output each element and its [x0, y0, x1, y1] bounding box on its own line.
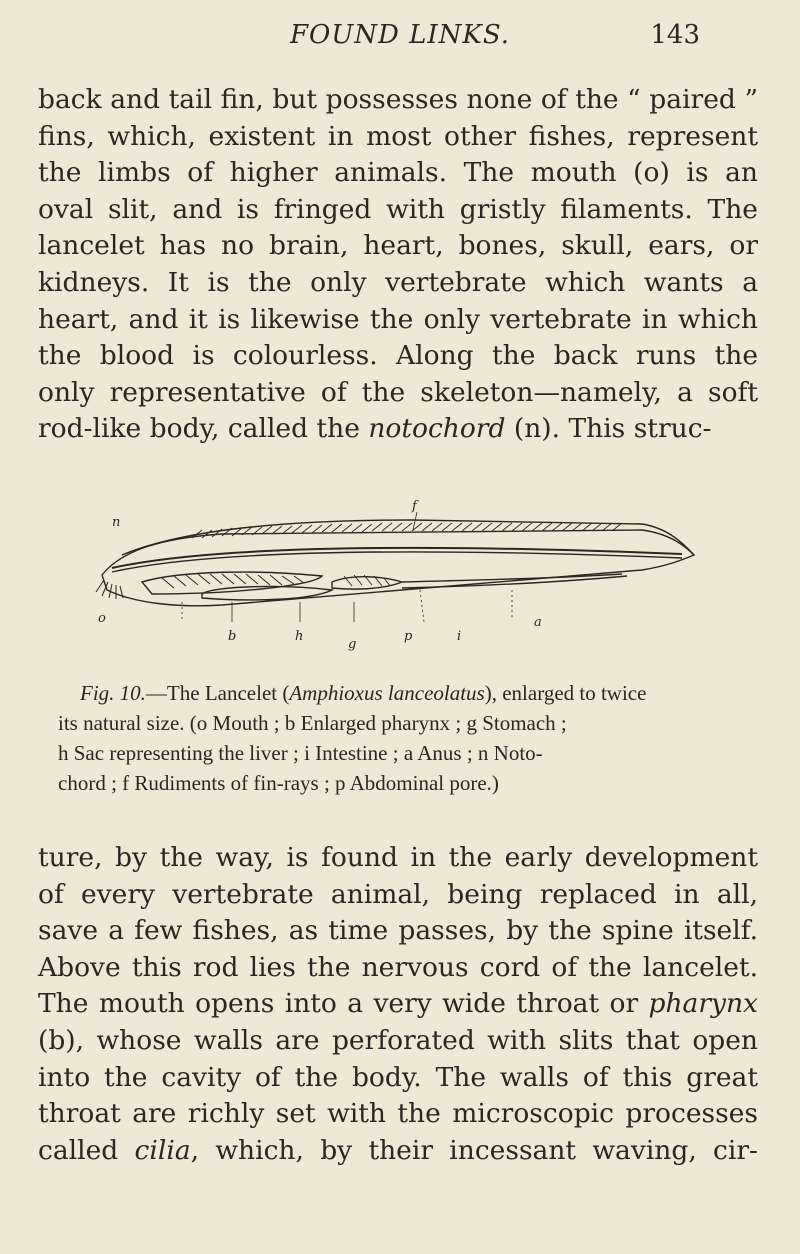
text-segment: The mouth opens into a very wide throat or — [38, 988, 649, 1020]
caption-line: h Sac representing the liver ; i Intestine ; a Anus ; n Noto- — [58, 741, 543, 765]
text-line: oval slit, and is fringed with gristly filaments. The — [38, 193, 758, 225]
figure-label: Fig. 10. — [80, 681, 146, 705]
text-line: the blood is colourless. Along the back runs the — [38, 340, 758, 372]
text-line: lancelet has no brain, heart, bones, skull, ears, or — [38, 230, 758, 262]
text-line: Above this rod lies the nervous cord of the lancelet. — [38, 951, 758, 983]
caption-segment: ), enlarged to twice — [484, 681, 647, 705]
dorsal-fin — [122, 520, 694, 555]
species-name: Amphioxus lanceolatus — [289, 681, 485, 705]
text-line: back and tail fin, but possesses none of the “ paired ” — [38, 84, 758, 115]
lancelet-illustration — [82, 490, 702, 670]
text-line: ture, by the way, is found in the early development — [38, 842, 758, 873]
label-a: a — [534, 615, 542, 630]
label-i: i — [457, 629, 462, 644]
pharynx — [142, 572, 322, 594]
italic-term: notochord — [368, 413, 506, 445]
label-b: b — [228, 629, 237, 644]
text-line: (b), whose walls are perforated with slits that open — [38, 1024, 758, 1056]
text-segment: rod-like body, called the — [38, 413, 369, 445]
italic-term: pharynx — [648, 988, 758, 1020]
text-line: into the cavity of the body. The walls of this great — [38, 1061, 758, 1093]
page-number: 143 — [650, 20, 700, 50]
figure-caption — [58, 678, 758, 798]
label-p: p — [404, 629, 413, 644]
italic-term: cilia — [134, 1134, 191, 1166]
label-o: o — [98, 611, 106, 626]
caption-line: its natural size. (o Mouth ; b Enlarged pharynx ; g Stomach ; — [58, 711, 567, 735]
caption-line: chord ; f Rudiments of fin-rays ; p Abdominal pore.) — [58, 771, 499, 795]
text-line: save a few fishes, as time passes, by the spine itself. — [38, 915, 758, 947]
text-line: kidneys. It is the only vertebrate which wants a — [38, 266, 758, 298]
paragraph-1 — [38, 82, 758, 448]
text-line: throat are richly set with the microscopic processes — [38, 1098, 758, 1130]
text-segment: (n). This struc- — [505, 413, 712, 445]
text-line: of every vertebrate animal, being replaced in all, — [38, 878, 758, 910]
label-g: g — [348, 637, 357, 652]
body-outline — [102, 530, 694, 606]
text-line: only representative of the skeleton—namely, a soft — [38, 376, 758, 408]
text-line — [38, 411, 758, 448]
running-head — [0, 20, 800, 56]
text-line — [38, 986, 758, 1023]
text-line: fins, which, existent in most other fishes, represent — [38, 120, 758, 152]
label-h: h — [295, 629, 304, 644]
text-line: heart, and it is likewise the only vertebrate in which — [38, 303, 758, 335]
caption-line — [58, 678, 758, 708]
label-n: n — [112, 515, 121, 530]
text-line — [38, 1133, 758, 1170]
label-f: f — [412, 499, 417, 514]
notochord — [112, 548, 682, 568]
mouth-cirri — [96, 580, 123, 599]
text-line: the limbs of higher animals. The mouth (o) is an — [38, 157, 758, 189]
caption-segment: —The Lancelet ( — [145, 681, 290, 705]
running-title: FOUND LINKS. — [290, 20, 510, 50]
paragraph-2 — [38, 840, 758, 1169]
text-segment: called — [38, 1134, 135, 1166]
text-segment: , which, by their incessant waving, cir- — [190, 1134, 758, 1166]
